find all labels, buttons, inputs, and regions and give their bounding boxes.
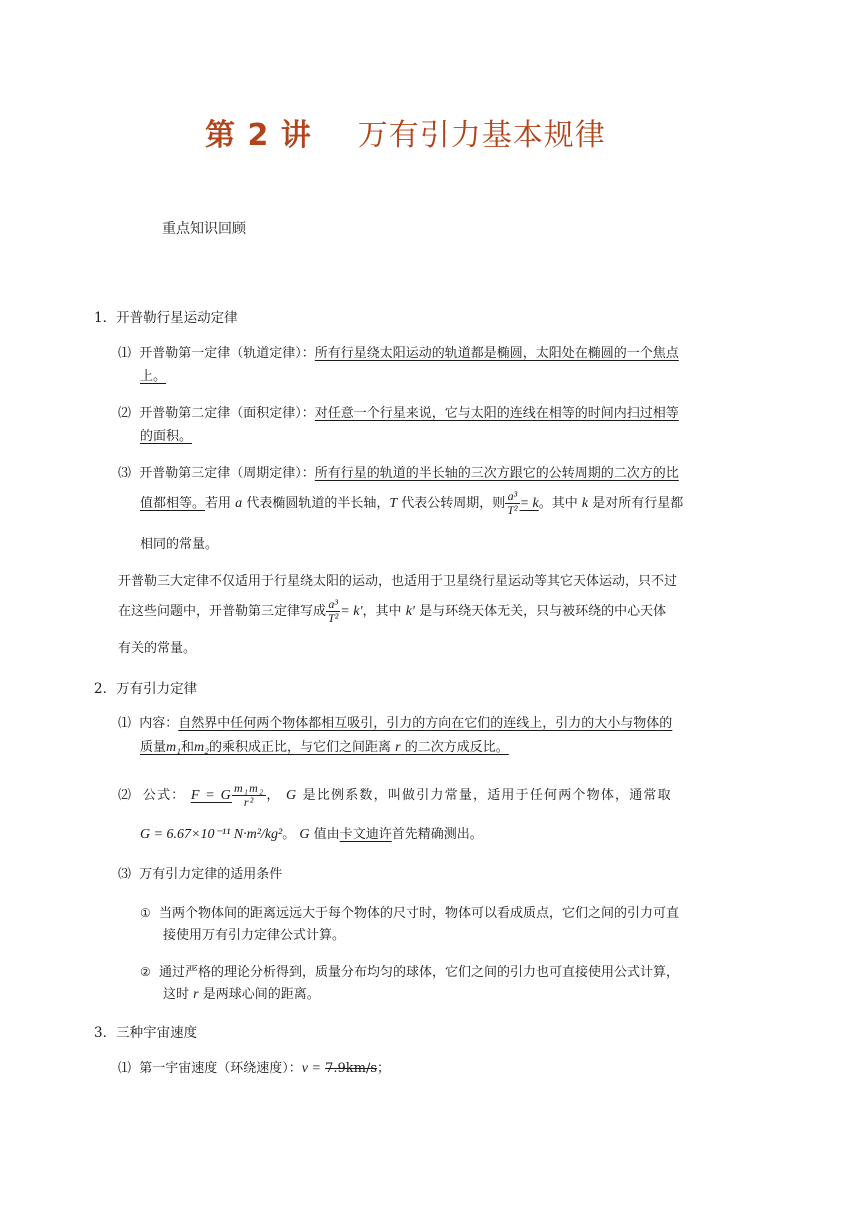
- gravitation-content-cont: 质量m₁和m₂的乘积成正比，与它们之间距离 r 的二次方成反比。: [140, 740, 509, 755]
- kepler-general-fraction: $\frac{\text{a³}}{\text{T²}}$: [328, 597, 339, 625]
- section-3-heading: 3．三种宇宙速度: [94, 1025, 198, 1041]
- condition-1: ① 当两个物体间的距离远远大于每个物体的尺寸时，物体可以看成质点，它们之间的引力可直: [140, 906, 680, 921]
- kepler-law-3-cont: 值都相等。若用 a 代表椭圆轨道的半长轴，T 代表公转周期，则 $\frac{\text{a³}}{\text{T²}}$ = k。其中 k 是对所有行星都: [140, 489, 684, 517]
- first-cosmic-velocity: ⑴ 第一宇宙速度（环绕速度）：v = 7.9km/s；: [118, 1061, 391, 1076]
- gravitation-formula: ⑵ 公式： F = G $\frac{\text{m₁m₂}}{\text{r²}}$ ， G 是比例系数，叫做引力常量，适用于任何两个物体，通常取: [118, 781, 672, 809]
- condition-2: ② 通过严格的理论分析得到，质量分布均匀的球体，它们之间的引力也可直接使用公式计算，: [140, 965, 680, 980]
- kepler-law-3: ⑶ 开普勒第三定律（周期定律）：所有行星的轨道的半长轴的三次方跟它的公转周期的二次方的比: [118, 466, 679, 481]
- gravitation-conditions: ⑶ 万有引力定律的适用条件: [118, 867, 283, 882]
- condition-2-cont: 这时 r 是两球心间的距离。: [163, 987, 320, 1002]
- gravitation-constant: G = 6.67×10⁻¹¹ N·m²/kg²。 G 值由卡文迪许首先精确测出。: [140, 827, 483, 842]
- kepler-law-1-cont: 上。: [140, 369, 167, 384]
- kepler-law-3-end: 相同的常量。: [140, 537, 219, 552]
- kepler-note-line-3: 有关的常量。: [118, 641, 197, 656]
- kepler-note-line-2: 在这些问题中，开普勒第三定律写成 $\frac{\text{a³}}{\text{T²}}$ = k′，其中 k′ 是与环绕天体无关，只与被环绕的中心天体: [118, 597, 667, 625]
- kepler-law-2-cont: 的面积。: [140, 429, 193, 444]
- section-1-heading: 1．开普勒行星运动定律: [94, 310, 238, 326]
- page-title: [205, 110, 606, 154]
- kepler-law-1: ⑴ 开普勒第一定律（轨道定律）：所有行星绕太阳运动的轨道都是椭圆，太阳处在椭圆的一个焦点: [118, 346, 679, 361]
- kepler-ratio-fraction: $\frac{\text{a³}}{\text{T²}}$: [507, 489, 518, 517]
- section-2-heading: 2．万有引力定律: [94, 681, 198, 697]
- section-subheading: 重点知识回顾: [162, 221, 246, 237]
- gravitation-content: ⑴ 内容：自然界中任何两个物体都相互吸引，引力的方向在它们的连线上，引力的大小与物体的: [118, 716, 673, 731]
- kepler-note-line-1: 开普勒三大定律不仅适用于行星绕太阳的运动，也适用于卫星绕行星运动等其它天体运动，只不过: [118, 574, 678, 589]
- kepler-law-2: ⑵ 开普勒第二定律（面积定律）：对任意一个行星来说，它与太阳的连线在相等的时间内扫过相等: [118, 406, 679, 421]
- lecture-number: 第 2 讲: [205, 118, 312, 153]
- lecture-title: 万有引力基本规律: [357, 118, 606, 153]
- gravity-fraction: $\frac{\text{m₁m₂}}{\text{r²}}$: [233, 781, 265, 809]
- condition-1-cont: 接使用万有引力定律公式计算。: [163, 928, 346, 943]
